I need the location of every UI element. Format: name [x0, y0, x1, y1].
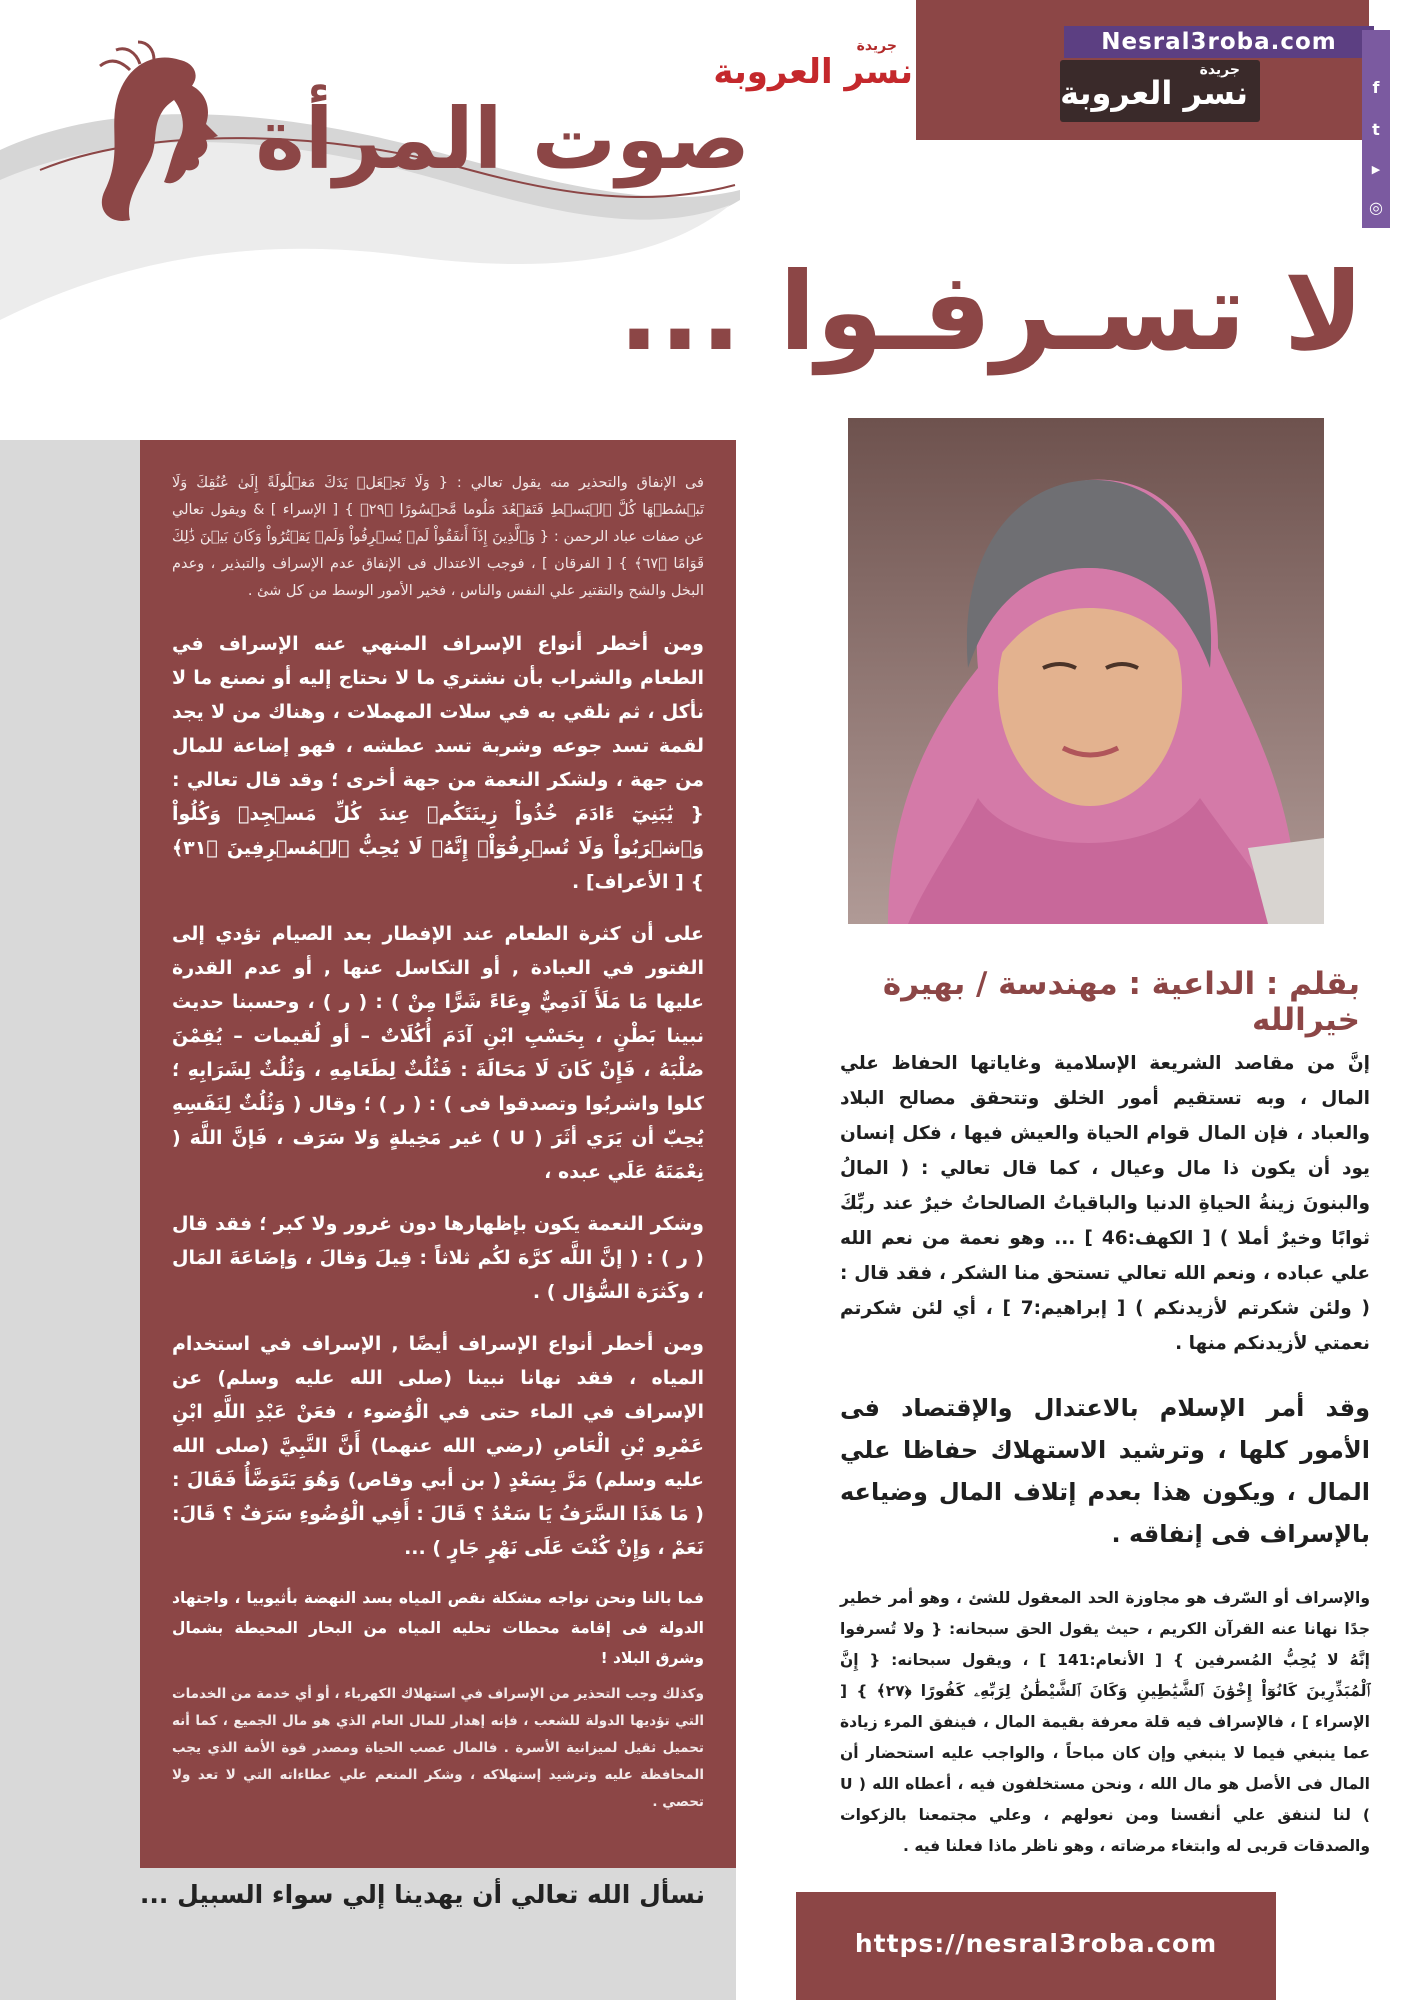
twitter-icon[interactable]: t	[1372, 120, 1380, 139]
woman-silhouette-icon	[70, 40, 220, 240]
author-photo	[848, 418, 1324, 924]
brand-logo	[1060, 60, 1260, 122]
footer-url[interactable]: https://nesral3roba.com	[796, 1892, 1276, 2000]
paragraph: والإسراف أو السّرف هو مجاوزة الحد المعقول للشئ ، وهو أمر خطير جدًا نهانا عنه القرآن الكريم ، حيث يقول الحق سبحانه: { ولا تُسرفوا إنَّهُ لا يُحِبُّ المُسرفين } [ الأنعام:141 ] ، ويقول سبحانه: { إِنَّ ٱلْمُبَذِّرِينَ كَانُوٓاْ إِخْوَٰنَ ٱلشَّيَٰطِينِ وَكَانَ ٱلشَّيْطَٰنُ لِرَبِّهِۦ كَفُورًا ﴿٢٧﴾ } [ الإسراء ] ، فالإسراف فيه قلة معرفة بقيمة المال ، فينفق المرء زيادة عما ينبغي فيما لا ينبغي وإن كان مباحاً ، والواجب عليه استحضار أن المال فى الأصل هو مال الله ، ونحن مستخلفون فيه ، أعطاه الله ( U ) لنا لننفق علي أنفسنا ومن نعولهم ، وعلي مجتمعنا بالزكوات والصدقات قربى له وابتغاء مرضاته ، وهو ناظر ماذا فعلنا فيه .	[840, 1589, 1370, 1855]
paragraph: إنَّ من مقاصد الشريعة الإسلامية وغاياتها الحفاظ علي المال ، وبه تستقيم أمور الخلق وتتحقق مصالح البلاد والعباد ، فإن المال قوام الحياة والعيش فيها ، فكل إنسان يود أن يكون ذا مال وعيال ، كما قال تعالي : ( المالُ والبنونَ زينةُ الحياةِ الدنيا والباقياتُ الصالحاتُ خيرٌ عند ربِّكَ ثوابًا وخيرٌ أملا ) [ الكهف:46 ] ... وهو نعمة من نعم الله علي عباده ، ونعم الله تعالي تستحق منا الشكر ، فقد قال : ( ولئن شكرتم لأزيدنكم ) [ إبراهيم:7 ] ، أي لئن شكرتم نعمتي لأزيدنكم منها .	[840, 1053, 1370, 1354]
paragraph: ومن أخطر أنواع الإسراف أيضًا , الإسراف في استخدام المياه ، فقد نهانا نبينا (صلى الله عليه وسلم) عن الإسراف في الماء حتى في الْوُضوء ، فعَنْ عَبْدِ اللَّهِ ابْنِ عَمْرِو بْنِ الْعَاصِ (رضي الله عنهما) أَنَّ النَّبِيَّ (صلى الله عليه وسلم) مَرَّ بِسَعْدٍ ( بن أبي وقاص) وَهُوَ يَتَوَضَّأُ فَقَالَ : ( مَا هَذَا السَّرَفُ يَا سَعْدُ ؟ قَالَ : أَفِي الْوُضُوءِ سَرَفٌ ؟ قَالَ: نَعَمْ ، وَإِنْ كُنْتَ عَلَى نَهْرٍ جَارٍ ) ...	[172, 1333, 704, 1559]
logo-name: نسر العروبة	[713, 52, 913, 92]
paragraph: على أن كثرة الطعام عند الإفطار بعد الصيام تؤدي إلى الفتور في العبادة , أو التكاسل عنها , أو عدم القدرة عليها مَا مَلَأَ آدَمِيٌّ وِعَاءً شَرًّا مِنْ ) : ( ر ) ، وحسبنا حديث نبينا بَطْنٍ ، بِحَسْبِ ابْنِ آدَمَ أُكُلَاتٌ – أو لُقيمات – يُقِمْنَ صُلْبَهُ ، فَإِنْ كَانَ لَا مَحَالَةَ : فَثُلُثٌ لِطَعَامِهِ ، وَثُلُثٌ لِشَرَابِهِ ؛ كلوا واشربُوا وتصدقوا فى ) : ( ر ) ؛ وقال ( وَثُلُثٌ لِنَفَسِهِ يُحِبّ أن يَرَي أثَرَ ( U ) غير مَخِيلةٍ وَلا سَرَف ، فَإنَّ اللَّهَ ( نِعْمَتَهُ عَلَي عبده ،	[172, 923, 705, 1183]
author-portrait	[848, 418, 1324, 924]
paragraph: وقد أمر الإسلام بالاعتدال والإقتصاد فى الأمور كلها ، وترشيد الاستهلاك حفاظا علي المال ، ويكون هذا بعدم إتلاف المال وضياعه بالإسراف فى إنفاقه .	[840, 1394, 1370, 1548]
left-article-panel	[140, 440, 736, 1868]
logo-prefix: جريدة	[856, 38, 897, 54]
article-title: لا تسـرفـوا ...	[618, 250, 1364, 375]
youtube-icon[interactable]: ▶	[1371, 163, 1381, 176]
right-article-text	[840, 1046, 1370, 1862]
paragraph: فما بالنا ونحن نواجه مشكلة نقص المياه بسد النهضة بأثيوبيا ، واجتهاد الدولة فى إقامة محطات تحليه المياه من البحار المحيطة بشمال وشرق البلاد !	[172, 1589, 704, 1667]
social-bar	[1362, 30, 1390, 228]
paragraph: فى الإنفاق والتحذير منه يقول تعالي : { وَلَا تَجۡعَلۡ يَدَكَ مَغۡلُولَةً إِلَىٰ عُنُقِكَ وَلَا تَبۡسُطۡهَا كُلَّ ٱلۡبَسۡطِ فَتَقۡعُدَ مَلُوما مَّحۡسُورًا ﴿٢٩﴾ } [ الإسراء ] & ويقول تعالي عن صفات عباد الرحمن : { وَٱلَّذِينَ إِذَآ أَنفَقُواْ لَمۡ يُسۡرِفُواْ وَلَمۡ يَقۡتُرُواْ وَكَانَ بَيۡنَ ذَٰلِكَ قَوَامًا ﴿٦٧﴾ } [ الفرقان ] ، فوجب الاعتدال فى الإنفاق عدم الإسراف والتبذير ، وعدم البخل والشح والتقتير علي النفس والناس ، فخير الأمور الوسط من كل شئ .	[172, 475, 704, 599]
facebook-icon[interactable]: f	[1372, 78, 1380, 97]
instagram-icon[interactable]: ◎	[1369, 198, 1383, 217]
paragraph: ومن أخطر أنواع الإسراف المنهي عنه الإسراف في الطعام والشراب بأن نشتري ما لا نحتاج إليه أو نصنع ما لا نأكل ، ثم نلقي به في سلات المهملات ، وهناك من لا يجد لقمة تسد جوعه وشربة تسد عطشه ، فهو إضاعة للمال من جهة ، ولشكر النعمة من جهة أخرى ؛ وقد قال تعالي : { يَٰبَنِيٓ ءَادَمَ خُذُواْ زِينَتَكُمۡ عِندَ كُلِّ مَسۡجِدٖ وَكُلُواْ وَٱشۡرَبُواْ وَلَا تُسۡرِفُوٓاْۚ إِنَّهُۥ لَا يُحِبُّ ٱلۡمُسۡرِفِينَ ﴿٣١﴾ } [ الأعراف] .	[172, 633, 704, 893]
brand-logo-name: نسر العروبة	[1060, 74, 1248, 112]
paragraph: وشكر النعمة يكون بإظهارها دون غرور ولا كبر ؛ فقد قال ( ر ) : ( إنَّ اللَّه كرَّهَ لكُم ثلاثاً : قِيلَ وَقالَ ، وَإضَاعَةَ المَال ، وكَثرَة السُّؤال ) .	[172, 1213, 704, 1303]
closing-line: نسأل الله تعالي أن يهدينا إلي سواء السبيل ...	[139, 1880, 705, 1909]
newspaper-logo	[713, 38, 913, 96]
brand-logo-prefix: جريدة	[1199, 62, 1240, 78]
paragraph: وكذلك وجب التحذير من الإسراف في استهلاك الكهرباء ، أو أي خدمة من الخدمات التي تؤديها الدولة للشعب ، فإنه إهدار للمال العام الذي هو مال الجميع ، كما أنه تحميل ثقيل لميزانية الأسرة . فالمال عصب الحياة ومصدر قوة الأمة الذي يجب المحافظة عليه وترشيد إستهلاكه ، وشكر المنعم علي عطاءاته التي لا تعد ولا تحصي .	[172, 1686, 704, 1810]
byline: بقلم : الداعية : مهندسة / بهيرة خيرالله	[882, 966, 1360, 1038]
site-url-tab[interactable]: Nesral3roba.com	[1064, 26, 1374, 58]
section-title: صوت المرأة	[255, 90, 750, 188]
